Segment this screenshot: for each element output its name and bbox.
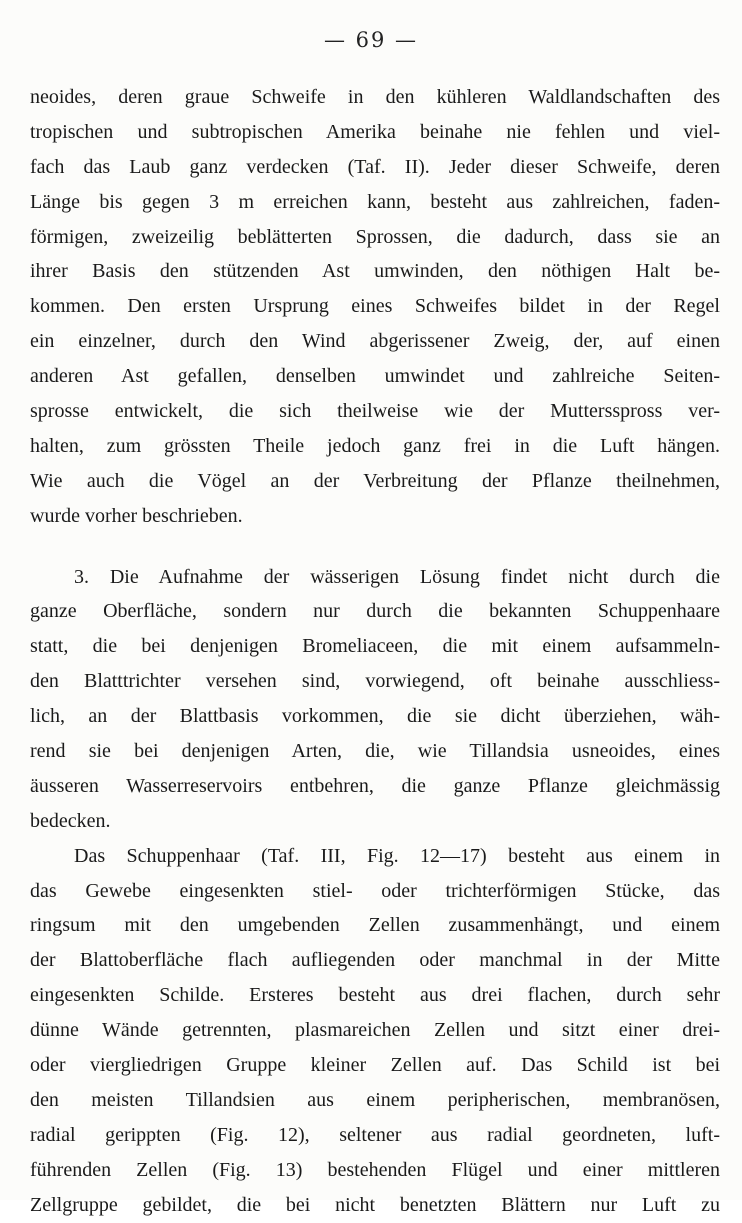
paragraph-1 — [30, 80, 720, 534]
text-line: ein einzelner, durch den Wind abgerissener Zweig, der, auf einen — [30, 330, 720, 353]
text-line: lich, an der Blattbasis vorkommen, die sie dicht überziehen, wäh- — [30, 705, 720, 728]
text-line: radial gerippten (Fig. 12), seltener aus radial geordneten, luft- — [30, 1123, 720, 1146]
text-line: oder viergliedrigen Gruppe kleiner Zellen auf. Das Schild ist bei — [30, 1054, 720, 1077]
text-line: halten, zum grössten Theile jedoch ganz frei in die Luft hängen. — [30, 434, 720, 457]
body-text — [30, 80, 720, 1223]
page-number: — 69 — — [323, 28, 419, 52]
text-line: bedecken. — [30, 809, 111, 832]
text-line: ringsum mit den umgebenden Zellen zusammenhängt, und einem — [30, 914, 720, 937]
text-line: Zellgruppe gebildet, die bei nicht benetzten Blättern nur Luft zu — [30, 1193, 720, 1216]
text-line: fach das Laub ganz verdecken (Taf. II). Jeder dieser Schweife, deren — [30, 155, 720, 178]
text-line: wurde vorher beschrieben. — [30, 504, 243, 527]
text-line: Das Schuppenhaar (Taf. III, Fig. 12—17) besteht aus einem in — [74, 844, 720, 867]
text-line: der Blattoberfläche flach aufliegenden oder manchmal in der Mitte — [30, 949, 720, 972]
text-line: rend sie bei denjenigen Arten, die, wie Tillandsia usneoides, eines — [30, 740, 720, 763]
text-line: dünne Wände getrennten, plasmareichen Zellen und sitzt einer drei- — [30, 1019, 720, 1042]
text-line: ganze Oberfläche, sondern nur durch die bekannten Schuppenhaare — [30, 600, 720, 623]
text-line: Länge bis gegen 3 m erreichen kann, besteht aus zahlreichen, faden- — [30, 190, 720, 213]
text-line: Wie auch die Vögel an der Verbreitung der Pflanze theilnehmen, — [30, 469, 720, 492]
text-line: 3. Die Aufnahme der wässerigen Lösung findet nicht durch die — [74, 565, 720, 588]
text-line: führenden Zellen (Fig. 13) bestehenden Flügel und einer mittleren — [30, 1158, 720, 1181]
paragraph-gap — [30, 534, 720, 560]
text-line: kommen. Den ersten Ursprung eines Schweifes bildet in der Regel — [30, 295, 720, 318]
text-line: sprosse entwickelt, die sich theilweise wie der Muttersspross ver- — [30, 400, 720, 423]
text-line: den meisten Tillandsien aus einem peripherischen, membranösen, — [30, 1088, 720, 1111]
paragraph-2 — [30, 560, 720, 839]
text-line: förmigen, zweizeilig beblätterten Sprossen, die dadurch, dass sie an — [30, 225, 720, 248]
text-line: äusseren Wasserreservoirs entbehren, die ganze Pflanze gleichmässig — [30, 774, 720, 797]
text-line: den Blatttrichter versehen sind, vorwiegend, oft beinahe ausschliess- — [30, 670, 720, 693]
text-line: ihrer Basis den stützenden Ast umwinden, den nöthigen Halt be- — [30, 260, 720, 283]
paragraph-3 — [30, 839, 720, 1223]
text-line: neoides, deren graue Schweife in den kühleren Waldlandschaften des — [30, 86, 720, 108]
text-line: das Gewebe eingesenkten stiel- oder trichterförmigen Stücke, das — [30, 879, 720, 902]
text-line: statt, die bei denjenigen Bromeliaceen, die mit einem aufsammeln- — [30, 635, 720, 658]
text-line: anderen Ast gefallen, denselben umwindet und zahlreiche Seiten- — [30, 365, 720, 388]
text-line: tropischen und subtropischen Amerika beinahe nie fehlen und viel- — [30, 120, 720, 143]
text-line: eingesenkten Schilde. Ersteres besteht aus drei flachen, durch sehr — [30, 984, 720, 1007]
